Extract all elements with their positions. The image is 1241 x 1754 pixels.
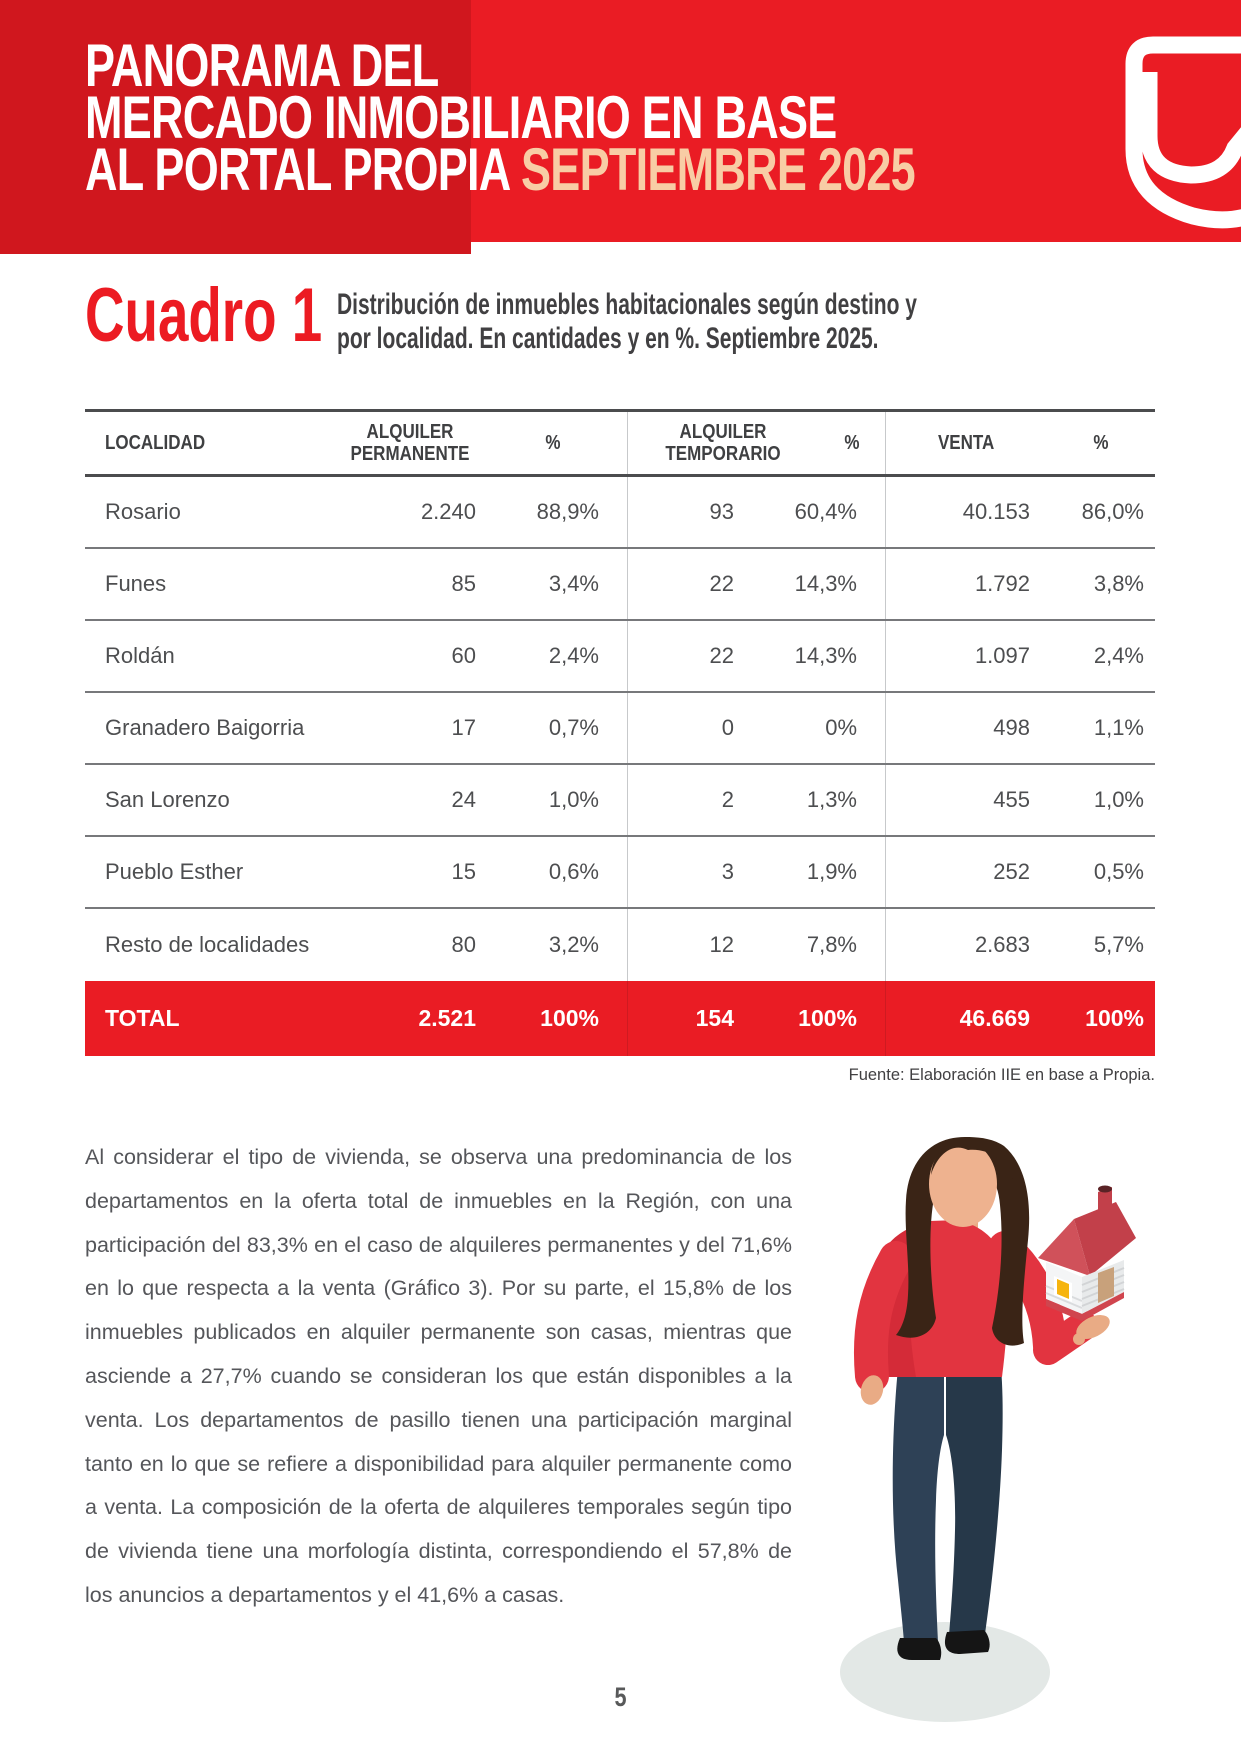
cell-alq-temp: 22 — [709, 571, 734, 596]
cell-localidad: Funes — [105, 571, 167, 596]
cell-venta-pct: 3,8% — [1093, 571, 1144, 596]
table-row — [85, 909, 1155, 981]
cell-alq-temp: 3 — [721, 859, 734, 884]
table-row — [85, 549, 1155, 621]
cell-venta-pct: 1,0% — [1093, 787, 1144, 812]
cell-alq-temp-pct: 7,8% — [734, 909, 886, 981]
cell-venta: 1.792 — [974, 571, 1030, 596]
cell-localidad: Roldán — [105, 643, 175, 668]
right-shoe — [945, 1630, 990, 1654]
cell-alq-perm: 15 — [451, 859, 476, 884]
cell-alq-temp-pct: 60,4% — [734, 477, 886, 547]
table-row — [85, 693, 1155, 765]
cell-total-alq-perm-pct: 100% — [476, 981, 628, 1056]
cell-alq-perm: 80 — [451, 932, 476, 957]
cell-alq-perm: 60 — [451, 643, 476, 668]
cell-alq-temp-pct: 1,3% — [734, 765, 886, 835]
cell-venta-pct: 2,4% — [1093, 643, 1144, 668]
cell-total-alq-temp-pct: 100% — [734, 981, 886, 1056]
cell-venta-pct: 1,1% — [1093, 715, 1144, 740]
cell-alq-temp-pct: 14,3% — [734, 621, 886, 691]
table-total-row — [85, 981, 1155, 1056]
col-header-venta: VENTA — [937, 432, 995, 454]
table-row — [85, 621, 1155, 693]
table-subtitle — [337, 288, 917, 356]
table-row — [85, 765, 1155, 837]
woman-holding-house-illustration — [780, 1080, 1210, 1740]
cell-alq-perm-pct: 0,7% — [476, 693, 628, 763]
cell-venta: 455 — [993, 787, 1030, 812]
cell-alq-temp: 93 — [709, 499, 734, 524]
cell-total-label: TOTAL — [105, 1005, 180, 1031]
house-chimney-top — [1098, 1186, 1112, 1193]
cell-venta: 498 — [993, 715, 1030, 740]
table-header-row — [85, 412, 1155, 477]
cell-localidad: San Lorenzo — [105, 787, 230, 812]
col-header-alquiler-temporario: ALQUILER TEMPORARIO — [665, 421, 781, 465]
cell-alq-perm: 24 — [451, 787, 476, 812]
house-icon — [1038, 1186, 1136, 1322]
table-row — [85, 837, 1155, 909]
cell-alq-temp: 22 — [709, 643, 734, 668]
cell-alq-temp-pct: 1,9% — [734, 837, 886, 907]
cell-alq-temp: 12 — [709, 932, 734, 957]
cell-venta-pct: 5,7% — [1093, 932, 1144, 957]
cell-venta-pct: 86,0% — [1081, 499, 1144, 524]
cell-alq-perm: 2.240 — [420, 499, 476, 524]
cell-alq-temp-pct: 14,3% — [734, 549, 886, 619]
cell-localidad: Resto de localidades — [105, 932, 310, 957]
report-title-period: SEPTIEMBRE 2025 — [521, 136, 915, 203]
column-divider — [600, 412, 628, 474]
report-title-line2: MERCADO INMOBILIARIO EN BASE — [85, 84, 837, 151]
cell-alq-temp: 2 — [721, 787, 734, 812]
cell-alq-perm: 85 — [451, 571, 476, 596]
col-header-pct-temporario: % — [818, 412, 886, 474]
cell-venta: 2.683 — [974, 932, 1030, 957]
cell-venta-pct: 0,5% — [1093, 859, 1144, 884]
propia-logo-icon — [1093, 14, 1241, 229]
cell-alq-temp-pct: 0% — [734, 693, 886, 763]
report-title — [85, 32, 1192, 203]
cell-alq-perm-pct: 2,4% — [476, 621, 628, 691]
col-header-pct-permanente: % — [544, 432, 561, 454]
cell-total-venta: 46.669 — [959, 1005, 1030, 1031]
cell-total-venta-pct: 100% — [1085, 1005, 1144, 1031]
report-title-line1: PANORAMA DEL — [85, 32, 439, 99]
report-title-line3 — [85, 136, 915, 203]
cell-alq-perm-pct: 1,0% — [476, 765, 628, 835]
cell-venta: 1.097 — [974, 643, 1030, 668]
left-leg — [893, 1368, 944, 1642]
table-subtitle-line1: Distribución de inmuebles habitacionales según destino y — [337, 288, 917, 321]
cell-localidad: Granadero Baigorria — [105, 715, 305, 740]
table-heading: Cuadro 1 — [85, 273, 323, 358]
cell-venta: 252 — [993, 859, 1030, 884]
report-title-line3-white: AL PORTAL PROPIA — [85, 136, 511, 203]
body-paragraph: Al considerar el tipo de vivienda, se observa una predominancia de los departamentos en la oferta total de inmuebles en la Región, con una participación del 83,3% en el caso de alquileres permanentes y del 71,6% en lo que respecta a la venta (Gráfico 3). Por su parte, el 15,8% de los inmuebles publicados en alquiler permanente son casas, mientras que asciende a 27,7% cuando se consideran los que están disponibles a la venta. Los departamentos de pasillo tienen una participación marginal tanto en lo que se refiere a disponibilidad para alquiler permanente como a venta. La composición de la oferta de alquileres temporales según tipo de vivienda tiene una morfología distinta, correspondiendo el 57,8% de los anuncios a departamentos y el 41,6% a casas. — [85, 1145, 792, 1607]
right-hand-thumb — [1073, 1333, 1085, 1345]
col-header-pct-venta: % — [1092, 432, 1109, 454]
source-note: Fuente: Elaboración IIE en base a Propia. — [848, 1066, 1155, 1084]
right-leg — [946, 1368, 1003, 1636]
cell-total-alq-perm: 2.521 — [418, 1005, 476, 1031]
col-header-alquiler-permanente: ALQUILER PERMANENTE — [350, 421, 470, 465]
col-header-localidad: LOCALIDAD — [105, 432, 206, 454]
cell-alq-perm: 17 — [451, 715, 476, 740]
cell-alq-perm-pct: 88,9% — [476, 477, 628, 547]
cell-total-alq-temp: 154 — [695, 1005, 734, 1031]
cell-alq-perm-pct: 0,6% — [476, 837, 628, 907]
cell-alq-temp: 0 — [721, 715, 734, 740]
left-shoe — [897, 1638, 941, 1660]
table-subtitle-line2: por localidad. En cantidades y en %. Septiembre 2025. — [337, 322, 879, 355]
cell-alq-perm-pct: 3,2% — [476, 909, 628, 981]
cell-localidad: Rosario — [105, 499, 181, 524]
distribution-table — [85, 409, 1155, 1056]
cell-alq-perm-pct: 3,4% — [476, 549, 628, 619]
cell-localidad: Pueblo Esther — [105, 859, 244, 884]
table-row — [85, 477, 1155, 549]
cell-venta: 40.153 — [962, 499, 1030, 524]
page-number: 5 — [614, 1682, 627, 1712]
